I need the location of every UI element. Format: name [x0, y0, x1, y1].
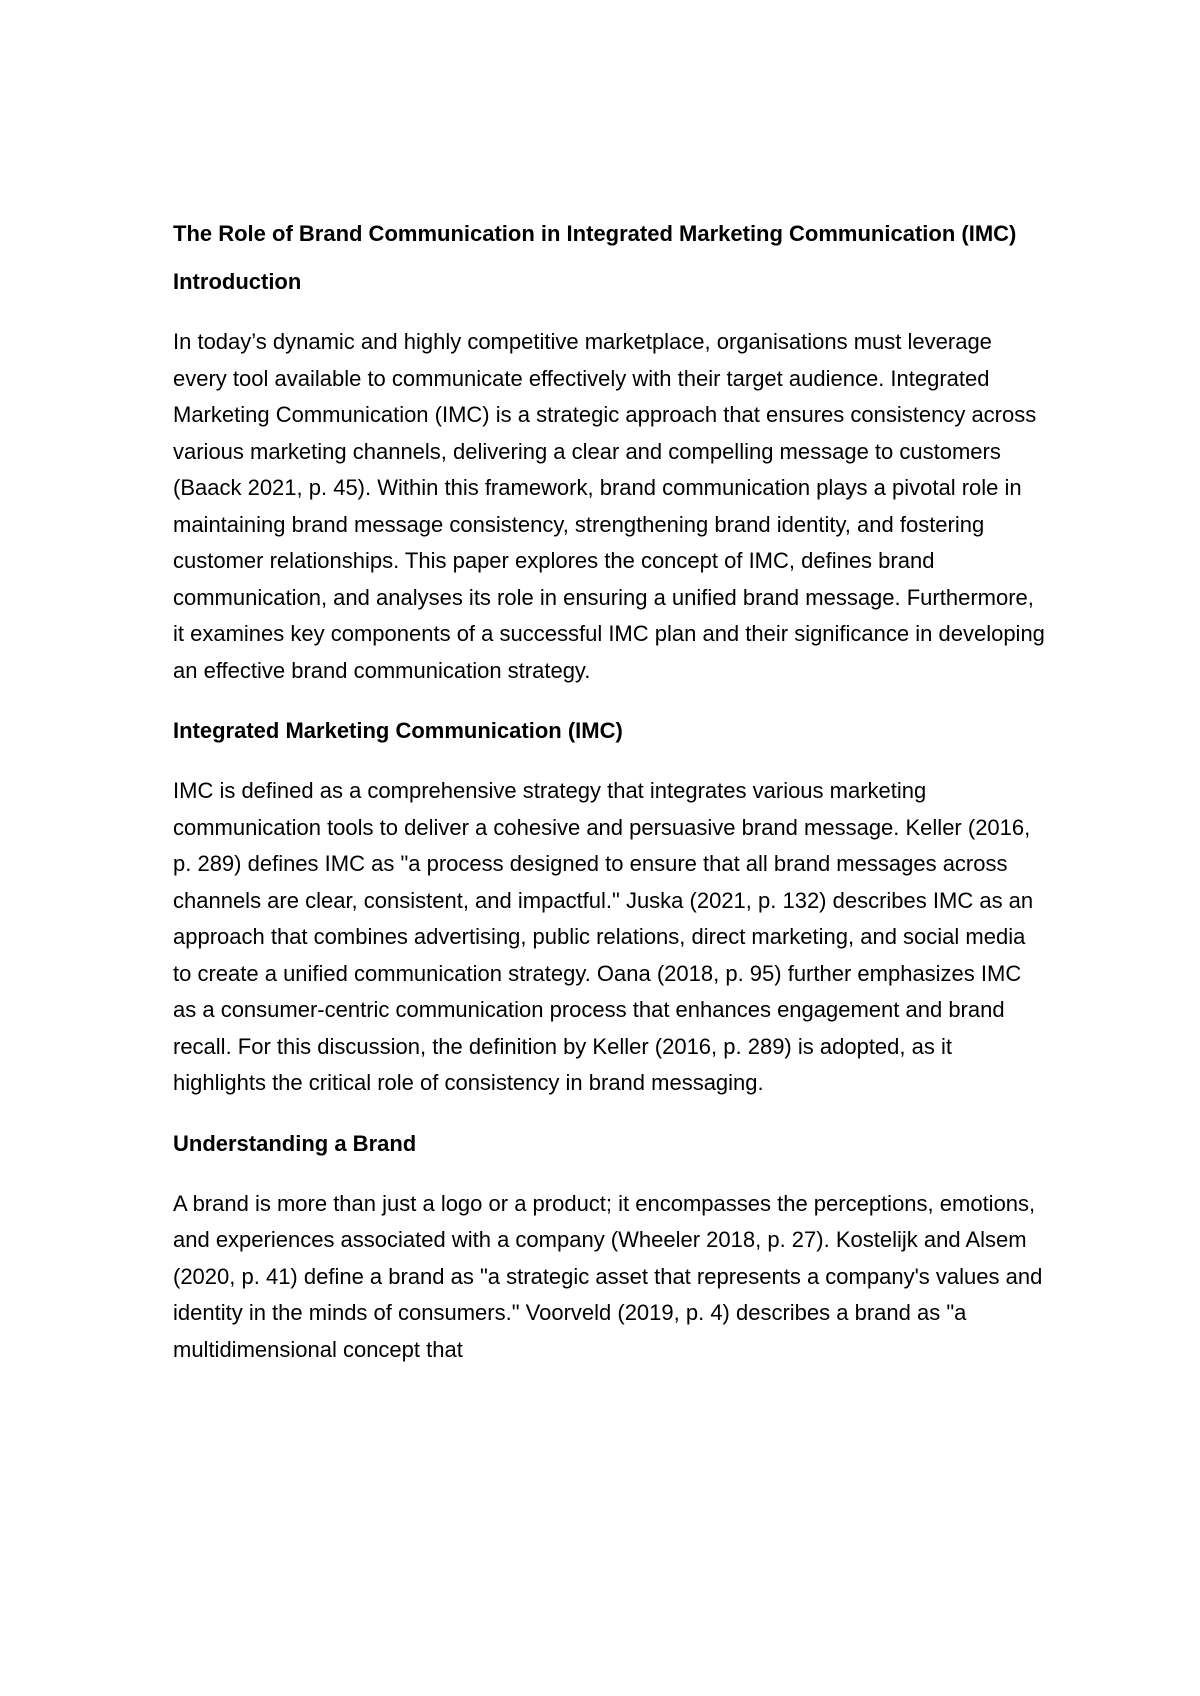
- section-heading-understanding-brand: Understanding a Brand: [173, 1130, 417, 1156]
- section-paragraph-understanding-brand: A brand is more than just a logo or a product; it encompasses the perceptions, emotions, and experiences associated with a company (Wheeler 2018, p. 27). Kostelijk and Alsem (2020, p. 41) define a brand as "a strategic asset that represents a company's values and identity in the minds of consumers." Voorveld (2019, p. 4) describes a brand as "a multidimensional concept that: [173, 1190, 1043, 1362]
- section-paragraph-introduction: In today’s dynamic and highly competitive marketplace, organisations must leverage every tool available to communicate effectively with their target audience. Integrated Marketing Communication (IMC) is a strategic approach that ensures consistency across various marketing channels, delivering a clear and compelling message to customers (Baack 2021, p. 45). Within this framework, brand communication plays a pivotal role in maintaining brand message consistency, strengthening brand identity, and fostering customer relationships. This paper explores the concept of IMC, defines brand communication, and analyses its role in ensuring a unified brand message. Furthermore, it examines key components of a successful IMC plan and their significance in developing an effective brand communication strategy.: [173, 329, 1045, 683]
- section-heading-imc: Integrated Marketing Communication (IMC): [173, 718, 623, 743]
- document-body: [173, 215, 1048, 1392]
- section-paragraph-imc: IMC is defined as a comprehensive strategy that integrates various marketing communication tools to deliver a cohesive and persuasive brand message. Keller (2016, p. 289) defines IMC as "a process designed to ensure that all brand messages across channels are clear, consistent, and impactful." Juska (2021, p. 132) describes IMC as an approach that combines advertising, public relations, direct marketing, and social media to create a unified communication strategy. Oana (2018, p. 95) further emphasizes IMC as a consumer-centric communication process that enhances engagement and brand recall. For this discussion, the definition by Keller (2016, p. 289) is adopted, as it highlights the critical role of consistency in brand messaging.: [173, 778, 1034, 1095]
- section-heading-introduction: Introduction: [173, 269, 302, 294]
- document-title: The Role of Brand Communication in Integrated Marketing Communication (IMC): [173, 221, 1017, 246]
